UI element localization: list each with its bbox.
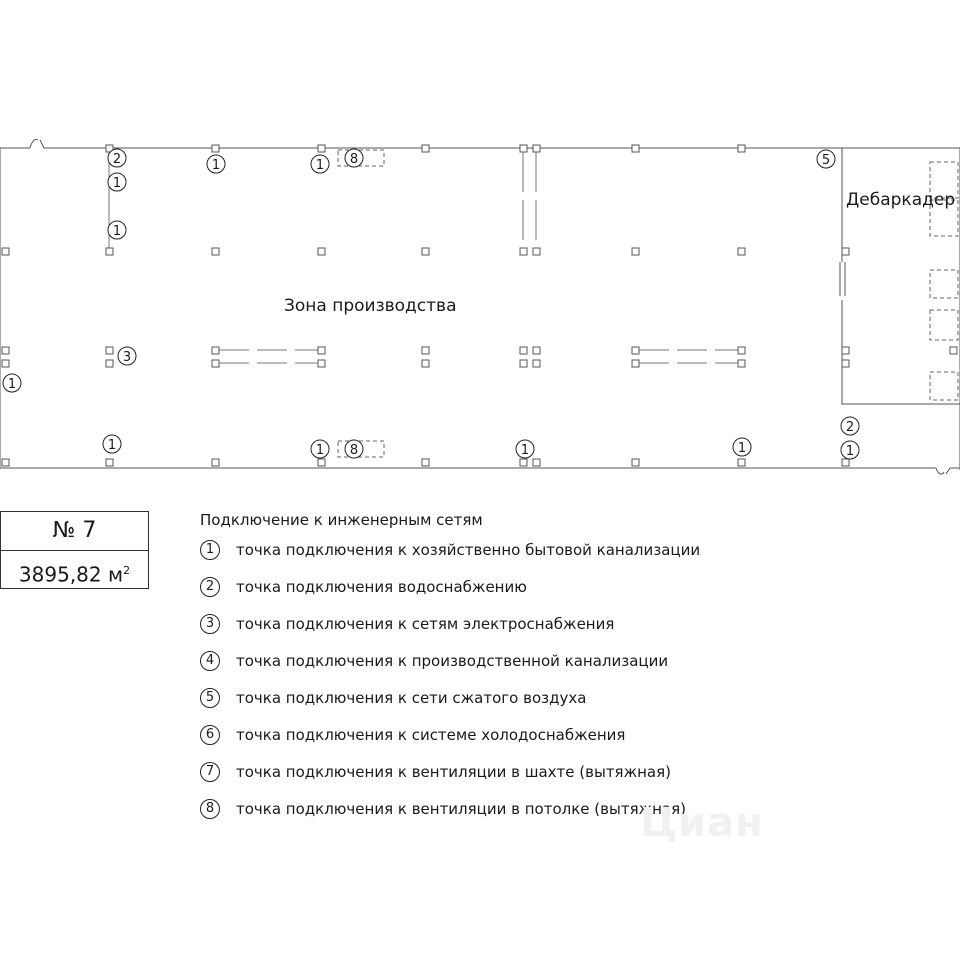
svg-text:1: 1 bbox=[737, 441, 747, 456]
marker-1 bbox=[841, 441, 859, 459]
columns bbox=[2, 145, 957, 466]
svg-text:1: 1 bbox=[107, 438, 117, 453]
legend-text: точка подключения к системе холодоснабжения bbox=[236, 726, 626, 744]
marker-1 bbox=[108, 221, 126, 239]
marker-8 bbox=[345, 440, 363, 458]
legend-text: точка подключения к хозяйственно бытовой канализации bbox=[236, 541, 701, 559]
unit-number: № 7 bbox=[1, 512, 148, 551]
legend-item bbox=[200, 538, 900, 575]
marker-8 bbox=[345, 149, 363, 167]
marker-1 bbox=[733, 438, 751, 456]
legend-text: точка подключения к вентиляции в потолке (вытяжная) bbox=[236, 800, 686, 818]
marker-1 bbox=[207, 155, 225, 173]
svg-text:8: 8 bbox=[349, 152, 359, 167]
legend-text: точка подключения водоснабжению bbox=[236, 578, 527, 596]
svg-text:1: 1 bbox=[845, 444, 855, 459]
svg-text:1: 1 bbox=[112, 224, 122, 239]
svg-text:1: 1 bbox=[315, 443, 325, 458]
unit-info-box bbox=[0, 511, 149, 589]
beams bbox=[109, 152, 738, 363]
legend-item bbox=[200, 686, 900, 723]
marker-1 bbox=[103, 435, 121, 453]
svg-text:1: 1 bbox=[112, 176, 122, 191]
legend-title: Подключение к инженерным сетям bbox=[200, 511, 483, 529]
marker-1 bbox=[516, 440, 534, 458]
marker-1 bbox=[311, 440, 329, 458]
legend-marker: 2 bbox=[200, 577, 220, 597]
legend-item bbox=[200, 760, 900, 797]
marker-3 bbox=[118, 347, 136, 365]
svg-text:1: 1 bbox=[211, 158, 221, 173]
legend-text: точка подключения к сетям электроснабжения bbox=[236, 615, 615, 633]
legend bbox=[200, 508, 900, 834]
svg-text:3: 3 bbox=[122, 350, 132, 365]
legend-marker: 6 bbox=[200, 725, 220, 745]
legend-marker: 1 bbox=[200, 540, 220, 560]
legend-text: точка подключения к сети сжатого воздуха bbox=[236, 689, 587, 707]
legend-item bbox=[200, 612, 900, 649]
legend-marker: 8 bbox=[200, 799, 220, 819]
legend-item bbox=[200, 797, 900, 834]
marker-5 bbox=[817, 150, 835, 168]
legend-item bbox=[200, 723, 900, 760]
marker-2 bbox=[108, 149, 126, 167]
zone-production-label: Зона производства bbox=[284, 296, 457, 316]
legend-item bbox=[200, 575, 900, 612]
unit-area-value: 3895,82 м bbox=[18, 562, 124, 587]
watermark-logo: Циан bbox=[640, 800, 764, 846]
unit-area bbox=[1, 551, 148, 589]
legend-text: точка подключения к вентиляции в шахте (вытяжная) bbox=[236, 763, 671, 781]
svg-text:2: 2 bbox=[845, 420, 855, 435]
svg-text:2: 2 bbox=[112, 152, 122, 167]
legend-marker: 3 bbox=[200, 614, 220, 634]
svg-text:8: 8 bbox=[349, 443, 359, 458]
zone-dock-label: Дебаркадер bbox=[846, 190, 956, 210]
legend-marker: 5 bbox=[200, 688, 220, 708]
marker-1 bbox=[108, 173, 126, 191]
outer-walls bbox=[0, 139, 960, 474]
svg-text:1: 1 bbox=[520, 443, 530, 458]
legend-marker: 4 bbox=[200, 651, 220, 671]
legend-text: точка подключения к производственной канализации bbox=[236, 652, 669, 670]
legend-item bbox=[200, 649, 900, 686]
svg-text:5: 5 bbox=[821, 153, 831, 168]
marker-1 bbox=[311, 155, 329, 173]
marker-1 bbox=[3, 374, 21, 392]
legend-marker: 7 bbox=[200, 762, 220, 782]
svg-text:1: 1 bbox=[315, 158, 325, 173]
marker-2 bbox=[841, 417, 859, 435]
unit-area-sup: 2 bbox=[123, 564, 131, 577]
svg-text:1: 1 bbox=[7, 377, 17, 392]
